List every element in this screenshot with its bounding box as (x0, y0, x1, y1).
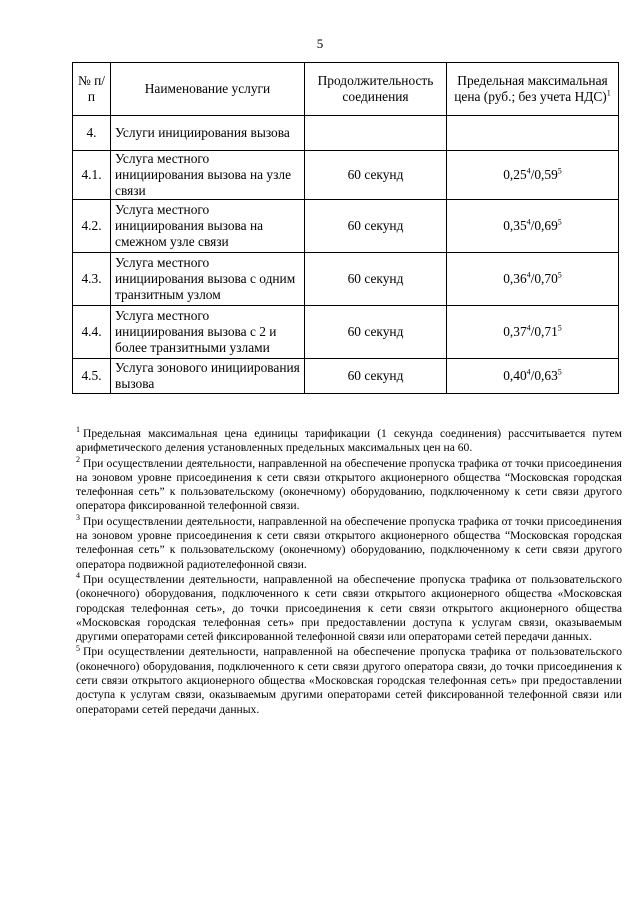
header-max-price (447, 63, 619, 116)
row-number: 4.5. (73, 359, 111, 394)
footnote (76, 573, 622, 644)
footnote (76, 454, 622, 514)
price-footnote-ref: 4 (526, 270, 531, 280)
row-service-name: Услуги инициирования вызова (111, 116, 305, 151)
price-zonal-value: 0,40 (503, 368, 527, 383)
header-service-name: Наименование услуги (111, 63, 305, 116)
price-footnote-ref: 4 (526, 166, 531, 176)
price-zonal-value: 0,36 (503, 271, 527, 286)
price-footnote-ref: 4 (526, 217, 531, 227)
footnote-mark: 5 (76, 643, 80, 653)
footnote-text: При осуществлении деятельности, направленной на обеспечение пропуска трафика от точки присоединения на зоновом уровне присоединения к сети связи открытого акционерного общества “Московская городская телефонная сеть” к пользовательскому (оконечному) оборудованию, подключенному к сети связи другого оператора подвижной радиотелефонной связи. (76, 514, 622, 571)
services-price-table (72, 62, 619, 394)
row-number: 4.2. (73, 200, 111, 253)
footnote-text: При осуществлении деятельности, направленной на обеспечение пропуска трафика от точки присоединения на зоновом уровне присоединения к сети связи открытого акционерного общества “Московская городская телефонная сеть” к пользовательскому (оконечному) оборудованию, подключенному к сети связи другого оператора фиксированной телефонной связи. (76, 456, 622, 513)
table-header-row (73, 63, 619, 116)
price-footnote-ref: 5 (557, 270, 562, 280)
row-price (447, 116, 619, 151)
row-price (447, 151, 619, 200)
row-price (447, 359, 619, 394)
footnote-mark: 1 (76, 425, 80, 435)
row-duration (305, 116, 447, 151)
price-zonal-value: 0,35 (503, 218, 527, 233)
table-row (73, 306, 619, 359)
table-row (73, 116, 619, 151)
row-duration: 60 секунд (305, 306, 447, 359)
footnote-text: При осуществлении деятельности, направленной на обеспечение пропуска трафика от пользовательского (оконечного) оборудования, подключенного к сети связи другого оператора связи, до точки присоединения к сети связи открытого акционерного общества «Московская городская телефонная сеть» при предоставлении доступа к услугам связи, оказываемым другими операторами сетей фиксированной телефонной связи или операторами сетей передачи данных. (76, 645, 622, 716)
row-duration: 60 секунд (305, 151, 447, 200)
table-row (73, 359, 619, 394)
page-number: 5 (316, 36, 324, 51)
footnote-mark: 3 (76, 512, 80, 522)
footnote-mark: 4 (76, 571, 80, 581)
price-zonal-value: 0,37 (503, 324, 527, 339)
price-footnote-ref: 5 (557, 166, 562, 176)
header-duration: Продолжительность соединения (305, 63, 447, 116)
footnote (76, 645, 622, 716)
table-row (73, 253, 619, 306)
price-zonal-value: 0,25 (503, 167, 527, 182)
price-footnote-ref: 4 (526, 323, 531, 333)
price-alt-value: /0,71 (530, 324, 558, 339)
price-alt-value: /0,59 (530, 167, 558, 182)
row-service-name: Услуга зонового инициирования вызова (111, 359, 305, 394)
row-service-name: Услуга местного инициирования вызова с одним транзитным узлом (111, 253, 305, 306)
price-alt-value: /0,70 (530, 271, 558, 286)
row-number: 4. (73, 116, 111, 151)
row-number: 4.3. (73, 253, 111, 306)
footnote-text: Предельная максимальная цена единицы тарификации (1 секунда соединения) рассчитывается путем арифметического деления установленных предельных максимальных цен на 60. (76, 427, 622, 455)
row-duration: 60 секунд (305, 253, 447, 306)
footnote (76, 512, 622, 572)
row-price (447, 200, 619, 253)
row-duration: 60 секунд (305, 200, 447, 253)
row-duration: 60 секунд (305, 359, 447, 394)
price-footnote-ref: 5 (557, 217, 562, 227)
row-service-name: Услуга местного инициирования вызова на смежном узле связи (111, 200, 305, 253)
price-footnote-ref: 5 (557, 367, 562, 377)
footnote-mark: 2 (76, 454, 80, 464)
footnotes-section (76, 427, 622, 718)
footnote-text: При осуществлении деятельности, направленной на обеспечение пропуска трафика от пользовательского (оконечного) оборудования, подключенного к сети связи открытого акционерного общества «Московская городская телефонная сеть», до точки присоединения к сети связи открытого акционерного общества «Московская городская телефонная сеть» при предоставлении доступа к услугам связи, оказываемым другими операторами сетей фиксированной телефонной связи или операторами сетей передачи данных. (76, 572, 622, 644)
row-number: 4.4. (73, 306, 111, 359)
price-alt-value: /0,69 (530, 218, 558, 233)
table-row (73, 151, 619, 200)
footnote (76, 427, 622, 456)
header-max-price-label: Предельная максимальная цена (руб.; без учета НДС) (454, 73, 608, 104)
row-price (447, 306, 619, 359)
row-service-name: Услуга местного инициирования вызова на узле связи (111, 151, 305, 200)
row-service-name: Услуга местного инициирования вызова с 2 и более транзитными узлами (111, 306, 305, 359)
header-number: № п/п (73, 63, 111, 116)
price-footnote-ref: 5 (557, 323, 562, 333)
header-max-price-footnote-ref: 1 (606, 88, 611, 98)
price-footnote-ref: 4 (526, 367, 531, 377)
row-price (447, 253, 619, 306)
table-row (73, 200, 619, 253)
price-alt-value: /0,63 (530, 368, 558, 383)
row-number: 4.1. (73, 151, 111, 200)
